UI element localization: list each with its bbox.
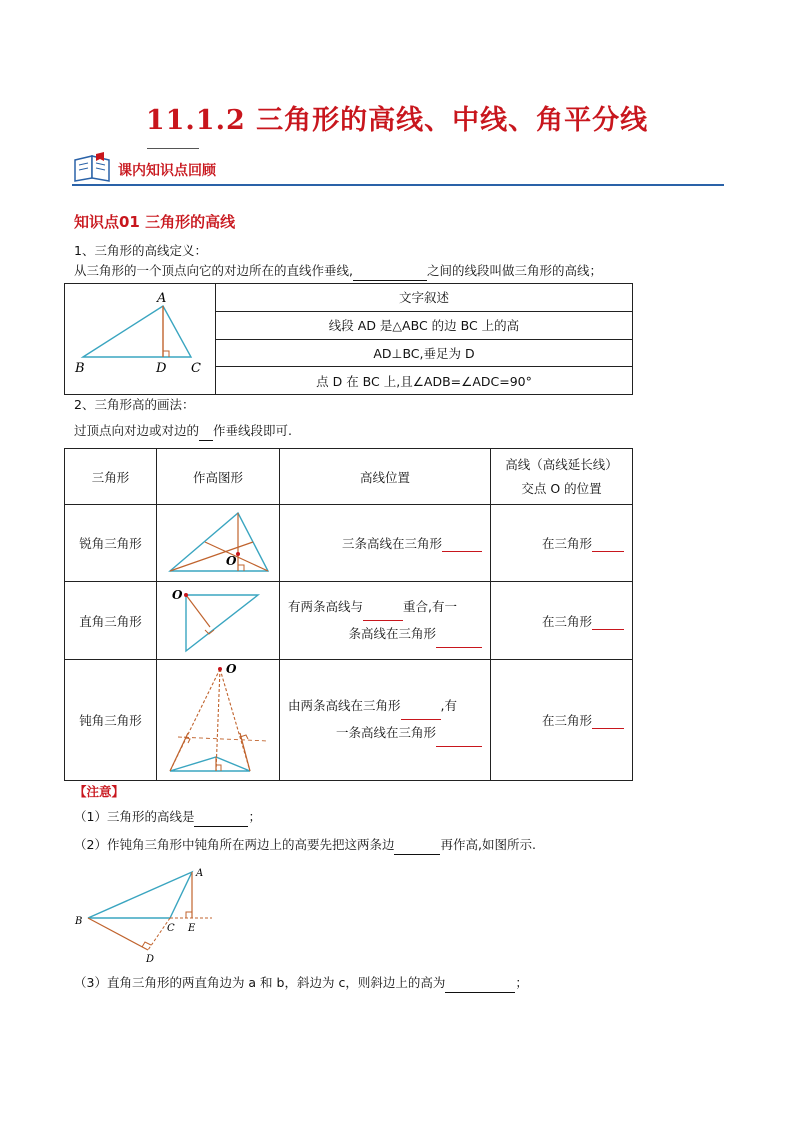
triangle-figure-cell: [65, 284, 216, 395]
acute-triangle-figure: [158, 507, 278, 579]
figure-obtuse: [157, 660, 280, 781]
position-acute: 三条高线在三角形: [280, 505, 491, 582]
note-2: （2）作钝角三角形中钝角所在两边上的高要先把这两条边 再作高,如图所示.: [74, 836, 536, 855]
drawing-method-sentence: 过顶点向对边或对边的 作垂线段即可.: [74, 422, 292, 441]
col-header-position: 高线位置: [280, 449, 491, 505]
label-B: B: [75, 916, 83, 927]
label-O: O: [172, 587, 183, 602]
fill-blank[interactable]: [592, 713, 624, 729]
obtuse-triangle-figure: [158, 661, 278, 779]
label-A: A: [157, 291, 167, 306]
note-3: （3）直角三角形的两直角边为 a 和 b，斜边为 c，则斜边上的高为 ；: [74, 974, 528, 993]
page-title: 11.1.2 三角形的高线、中线、角平分线: [145, 105, 649, 136]
row-type-obtuse: 钝角三角形: [65, 660, 157, 781]
knowledge-point-heading: 知识点01 三角形的高线: [74, 213, 236, 231]
table1-row: AD⊥BC,垂足为 D: [216, 339, 633, 367]
fill-blank[interactable]: [394, 836, 440, 855]
intersection-obtuse: 在三角形: [491, 660, 633, 781]
label-C: C: [191, 361, 201, 376]
right-triangle-figure: [158, 585, 278, 657]
right-altitude-figure: [65, 284, 215, 394]
label-D: D: [146, 954, 155, 965]
intersection-right: 在三角形: [491, 582, 633, 660]
fill-blank[interactable]: [592, 614, 624, 630]
note-label: 【注意】: [74, 784, 125, 799]
col-header-figure: 作高图形: [157, 449, 280, 505]
altitude-definition-table: [64, 283, 633, 395]
label-A: A: [196, 868, 204, 879]
fill-blank[interactable]: [436, 720, 482, 747]
fill-blank[interactable]: [401, 693, 441, 720]
fill-blank[interactable]: [194, 808, 248, 827]
row-type-acute: 锐角三角形: [65, 505, 157, 582]
label-O: O: [226, 662, 237, 676]
label-B: B: [75, 361, 85, 376]
fill-blank[interactable]: [445, 974, 515, 993]
obtuse-altitude-figure: [72, 862, 222, 966]
figure-acute: [157, 505, 280, 582]
title-underline: [147, 148, 199, 149]
drawing-method-heading: 2、三角形高的画法：: [74, 397, 195, 412]
table1-header: 文字叙述: [216, 284, 633, 312]
fill-blank[interactable]: [199, 422, 213, 441]
definition-heading: 1、三角形的高线定义：: [74, 243, 207, 258]
note-1: （1）三角形的高线是 ；: [74, 808, 261, 827]
definition-sentence: 从三角形的一个顶点向它的对边所在的直线作垂线, 之间的线段叫做三角形的高线；: [74, 262, 602, 281]
section-divider: [72, 184, 724, 186]
figure-right: [157, 582, 280, 660]
row-type-right: 直角三角形: [65, 582, 157, 660]
col-header-triangle: 三角形: [65, 449, 157, 505]
col-header-intersection: 高线（高线延长线） 交点 O 的位置: [491, 449, 633, 505]
fill-blank[interactable]: [436, 621, 482, 648]
label-C: C: [167, 923, 175, 934]
label-O: O: [226, 554, 237, 568]
label-E: E: [188, 923, 196, 934]
position-right: 有两条高线与 重合,有一 条高线在三角形: [280, 582, 491, 660]
altitude-types-table: [64, 448, 633, 781]
table1-row: 线段 AD 是△ABC 的边 BC 上的高: [216, 311, 633, 339]
fill-blank[interactable]: [353, 262, 427, 281]
fill-blank[interactable]: [592, 536, 624, 552]
fill-blank[interactable]: [442, 536, 482, 552]
book-icon: [72, 152, 114, 184]
label-D: D: [156, 361, 167, 376]
section-label: 课内知识点回顾: [118, 163, 216, 179]
table1-row: 点 D 在 BC 上,且∠ADB=∠ADC=90°: [216, 367, 633, 395]
intersection-acute: 在三角形: [491, 505, 633, 582]
position-obtuse: 由两条高线在三角形 ,有 一条高线在三角形: [280, 660, 491, 781]
fill-blank[interactable]: [363, 594, 403, 621]
